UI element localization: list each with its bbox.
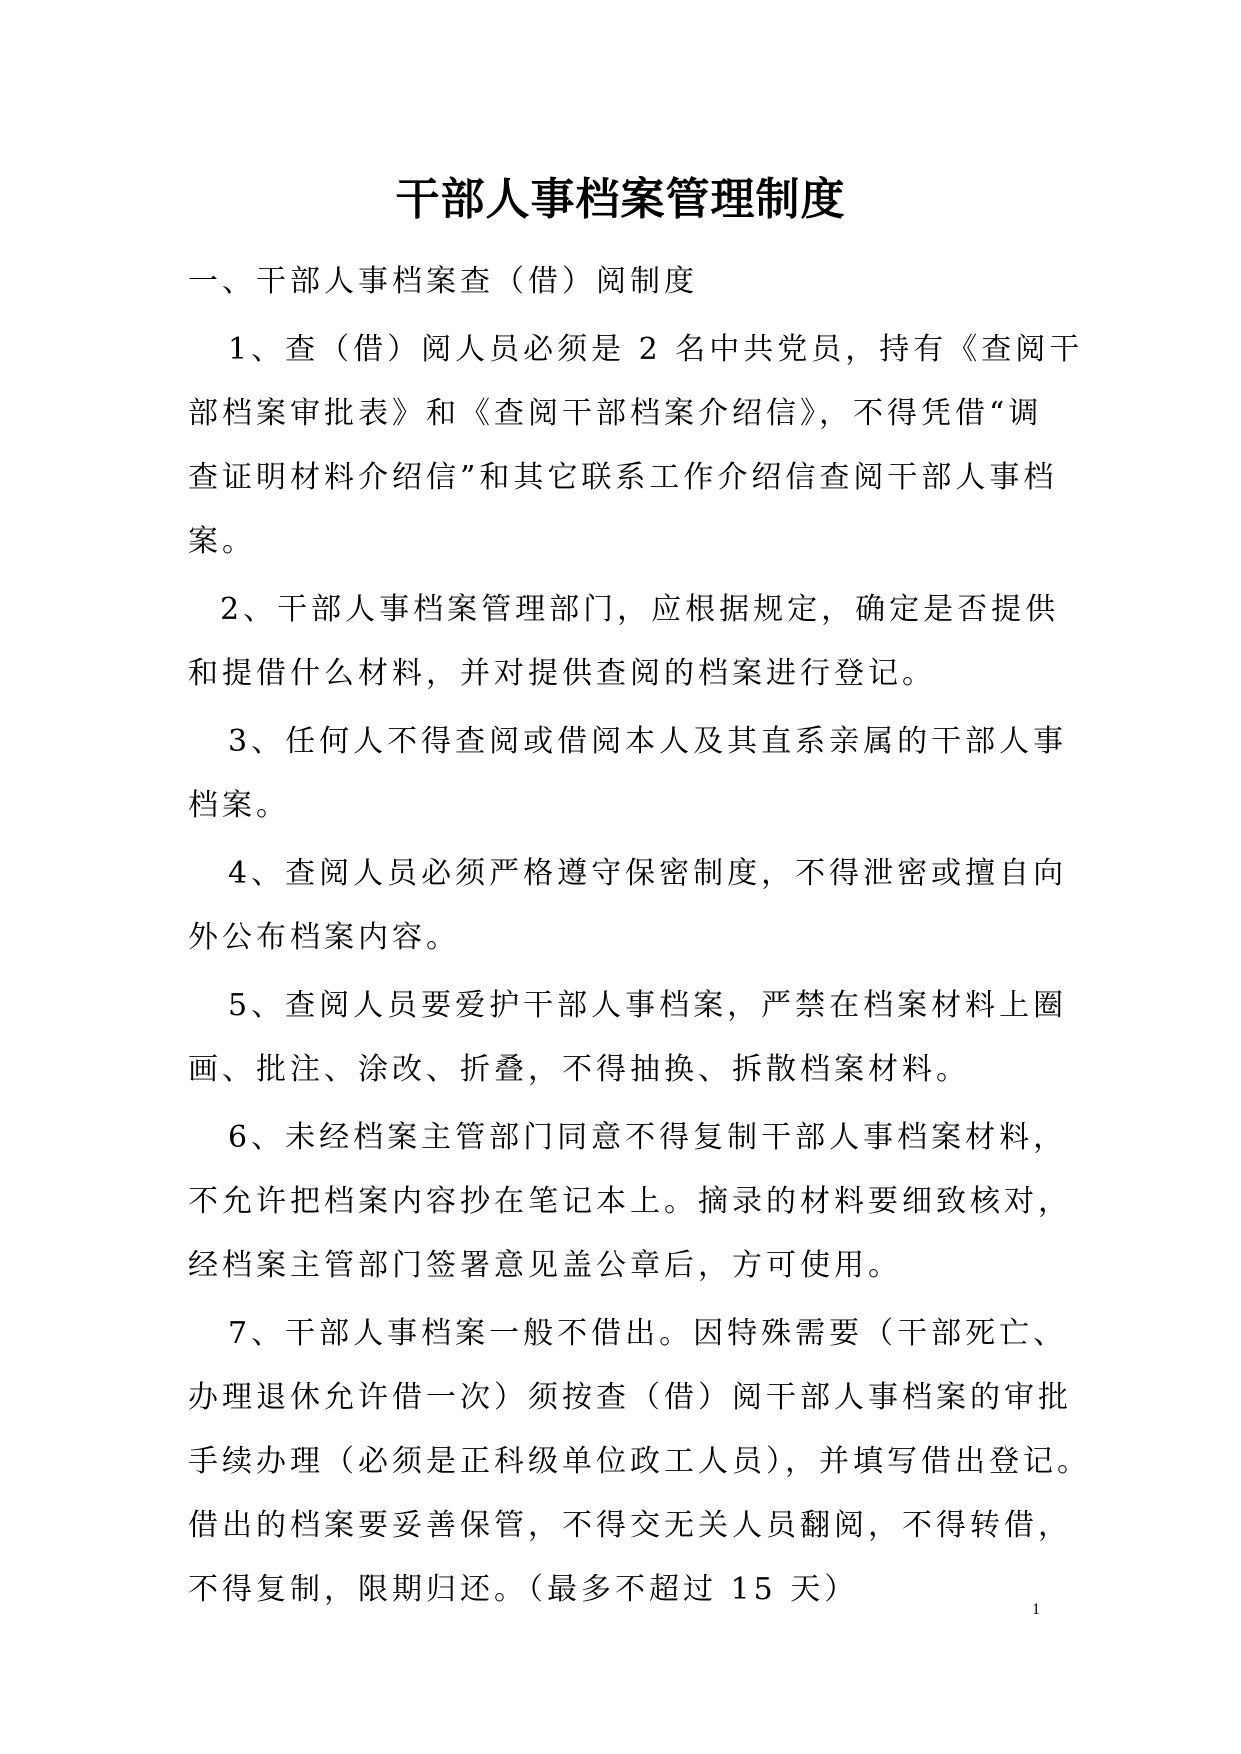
paragraph-4-line-1: 4、查阅人员必须严格遵守保密制度，不得泄密或擅自向 bbox=[228, 856, 1068, 891]
paragraph-3-line-1: 3、任何人不得查阅或借阅本人及其直系亲属的干部人事 bbox=[228, 724, 1068, 759]
paragraph-6-line-3: 经档案主管部门签署意见盖公章后，方可使用。 bbox=[188, 1248, 902, 1283]
paragraph-2-line-2: 和提借什么材料，并对提供查阅的档案进行登记。 bbox=[188, 656, 936, 691]
paragraph-1-line-2: 部档案审批表》和《查阅干部档案介绍信》，不得凭借“调 bbox=[188, 396, 1043, 431]
paragraph-1-line-3: 查证明材料介绍信”和其它联系工作介绍信查阅干部人事档 bbox=[188, 460, 1058, 495]
paragraph-7-line-1: 7、干部人事档案一般不借出。因特殊需要（干部死亡、 bbox=[228, 1316, 1068, 1351]
document-title: 干部人事档案管理制度 bbox=[395, 174, 846, 225]
paragraph-6-line-1: 6、未经档案主管部门同意不得复制干部人事档案材料， bbox=[228, 1120, 1068, 1155]
paragraph-4-line-2: 外公布档案内容。 bbox=[188, 920, 460, 955]
paragraph-2-line-1: 2、干部人事档案管理部门，应根据规定，确定是否提供 bbox=[220, 592, 1060, 627]
paragraph-7-line-2: 办理退休允许借一次）须按查（借）阅干部人事档案的审批 bbox=[188, 1380, 1072, 1415]
paragraph-5-line-1: 5、查阅人员要爱护干部人事档案，严禁在档案材料上圈 bbox=[228, 988, 1068, 1023]
paragraph-7-line-3: 手续办理（必须是正科级单位政工人员），并填写借出登记。 bbox=[188, 1444, 1091, 1479]
paragraph-7-line-5: 不得复制，限期归还。（最多不超过 15 天） bbox=[188, 1572, 859, 1607]
paragraph-7-line-4: 借出的档案要妥善保管，不得交无关人员翻阅，不得转借， bbox=[188, 1508, 1072, 1543]
page-number: 1 bbox=[1032, 1601, 1040, 1618]
section-heading: 一、干部人事档案查（借）阅制度 bbox=[188, 264, 698, 299]
paragraph-1-line-4: 案。 bbox=[188, 524, 256, 559]
paragraph-1-line-1: 1、查（借）阅人员必须是 2 名中共党员，持有《查阅干 bbox=[228, 332, 1084, 367]
paragraph-3-line-2: 档案。 bbox=[188, 788, 290, 823]
paragraph-6-line-2: 不允许把档案内容抄在笔记本上。摘录的材料要细致核对， bbox=[188, 1184, 1072, 1219]
paragraph-5-line-2: 画、批注、涂改、折叠，不得抽换、拆散档案材料。 bbox=[188, 1052, 970, 1087]
